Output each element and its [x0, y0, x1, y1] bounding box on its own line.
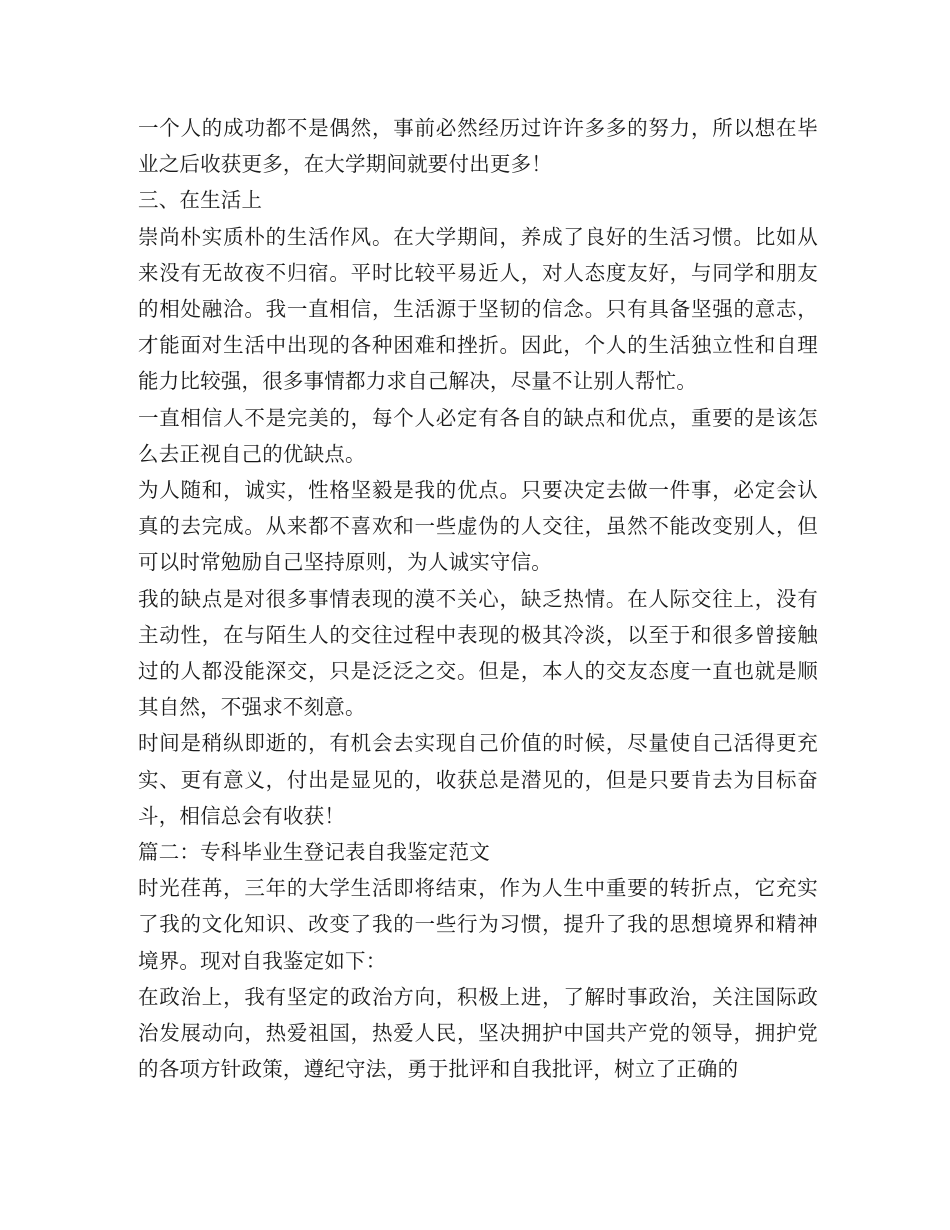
paragraph-weaknesses: 我的缺点是对很多事情表现的漠不关心，缺乏热情。在人际交往上，没有主动性，在与陌生人的交往过程中表现的极其冷淡，以至于和很多曾接触过的人都没能深交，只是泛泛之交。但是，本人的交友态度一直也就是顺其自然，不强求不刻意。	[138, 586, 818, 720]
article-heading-part-two: 篇二：专科毕业生登记表自我鉴定范文	[138, 840, 490, 865]
paragraph-politics: 在政治上，我有坚定的政治方向，积极上进，了解时事政治，关注国际政治发展动向，热爱祖国，热爱人民，坚决拥护中国共产党的领导，拥护党的各项方针政策，遵纪守法，勇于批评和自我批评，树立了正确的	[138, 984, 818, 1082]
section-heading-life: 三、在生活上	[138, 188, 263, 213]
paragraph-imperfection: 一直相信人不是完美的，每个人必定有各自的缺点和优点，重要的是该怎么去正视自己的优缺点。	[138, 405, 818, 466]
paragraph-time: 时间是稍纵即逝的，有机会去实现自己价值的时候，尽量使自己活得更充实、更有意义，付出是显见的，收获总是潜见的，但是只要肯去为目标奋斗，相信总会有收获！	[138, 731, 818, 828]
document-body	[138, 110, 818, 1087]
paragraph-strengths: 为人随和，诚实，性格坚毅是我的优点。只要决定去做一件事，必定会认真的去完成。从来都不喜欢和一些虚伪的人交往，虽然不能改变别人，但可以时常勉励自己坚持原则，为人诚实守信。	[138, 478, 818, 575]
paragraph-life-style: 崇尚朴实质朴的生活作风。在大学期间，养成了良好的生活习惯。比如从来没有无故夜不归宿。平时比较平易近人，对人态度友好，与同学和朋友的相处融洽。我一直相信，生活源于坚韧的信念。只有具备坚强的意志，才能面对生活中出现的各种困难和挫折。因此，个人的生活独立性和自理能力比较强，很多事情都力求自己解决，尽量不让别人帮忙。	[138, 224, 818, 394]
paragraph-intro-success: 一个人的成功都不是偶然，事前必然经历过许许多多的努力，所以想在毕业之后收获更多，在大学期间就要付出更多！	[138, 116, 818, 177]
paragraph-college-summary: 时光荏苒，三年的大学生活即将结束，作为人生中重要的转折点，它充实了我的文化知识、改变了我的一些行为习惯，提升了我的思想境界和精神境界。现对自我鉴定如下：	[138, 876, 818, 973]
